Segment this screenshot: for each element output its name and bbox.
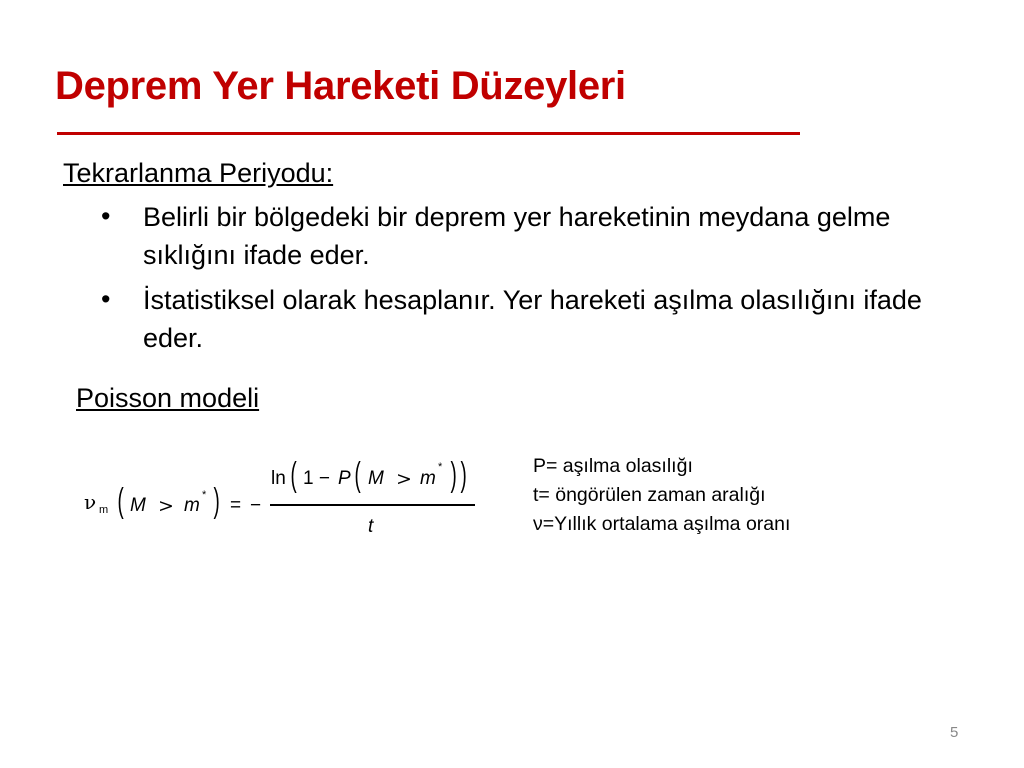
formula-nu: ν	[84, 490, 97, 514]
formula-left-paren: (	[117, 482, 124, 520]
section-heading: Tekrarlanma Periyodu:	[63, 158, 334, 188]
slide-title: Deprem Yer Hareketi Düzeyleri	[55, 64, 626, 108]
formula-right-paren: )	[460, 456, 467, 494]
bullet-marker: •	[101, 284, 111, 314]
formula-M: M	[130, 495, 146, 516]
formula-t: t	[368, 516, 374, 537]
formula-M: M	[368, 468, 384, 489]
formula-one-minus: 1 −	[303, 468, 330, 489]
formula-P: P	[338, 468, 351, 489]
poisson-formula	[80, 452, 490, 552]
formula-star: *	[438, 461, 443, 473]
formula-left-paren: (	[354, 456, 361, 494]
legend-item: ν=Yıllık ortalama aşılma oranı	[533, 513, 791, 535]
legend-item: t= öngörülen zaman aralığı	[533, 484, 766, 506]
formula-m: m	[420, 468, 436, 489]
formula-m: m	[184, 495, 200, 516]
formula-left-paren: (	[290, 456, 297, 494]
formula-gt: >	[158, 495, 174, 517]
formula-minus: −	[250, 495, 262, 516]
model-heading: Poisson modeli	[76, 383, 260, 413]
page-number: 5	[950, 724, 959, 741]
bullet-text: Belirli bir bölgedeki bir deprem yer hareketinin meydana gelme sıklığını ifade eder.	[143, 202, 891, 270]
legend-item: P= aşılma olasılığı	[533, 455, 693, 477]
bullet-text: İstatistiksel olarak hesaplanır. Yer hareketi aşılma olasılığını ifade eder.	[143, 285, 922, 353]
formula-equals: =	[230, 495, 242, 516]
formula-subscript-m: m	[99, 504, 109, 516]
formula-star: *	[202, 489, 207, 501]
formula-gt: >	[396, 468, 412, 490]
formula-fraction-bar	[270, 504, 475, 506]
title-underline-rule	[57, 132, 800, 135]
formula-right-paren: )	[213, 482, 220, 520]
formula-legend	[533, 452, 790, 539]
formula-right-paren: )	[450, 456, 457, 494]
formula-ln: ln	[271, 468, 286, 489]
bullet-marker: •	[101, 201, 111, 231]
